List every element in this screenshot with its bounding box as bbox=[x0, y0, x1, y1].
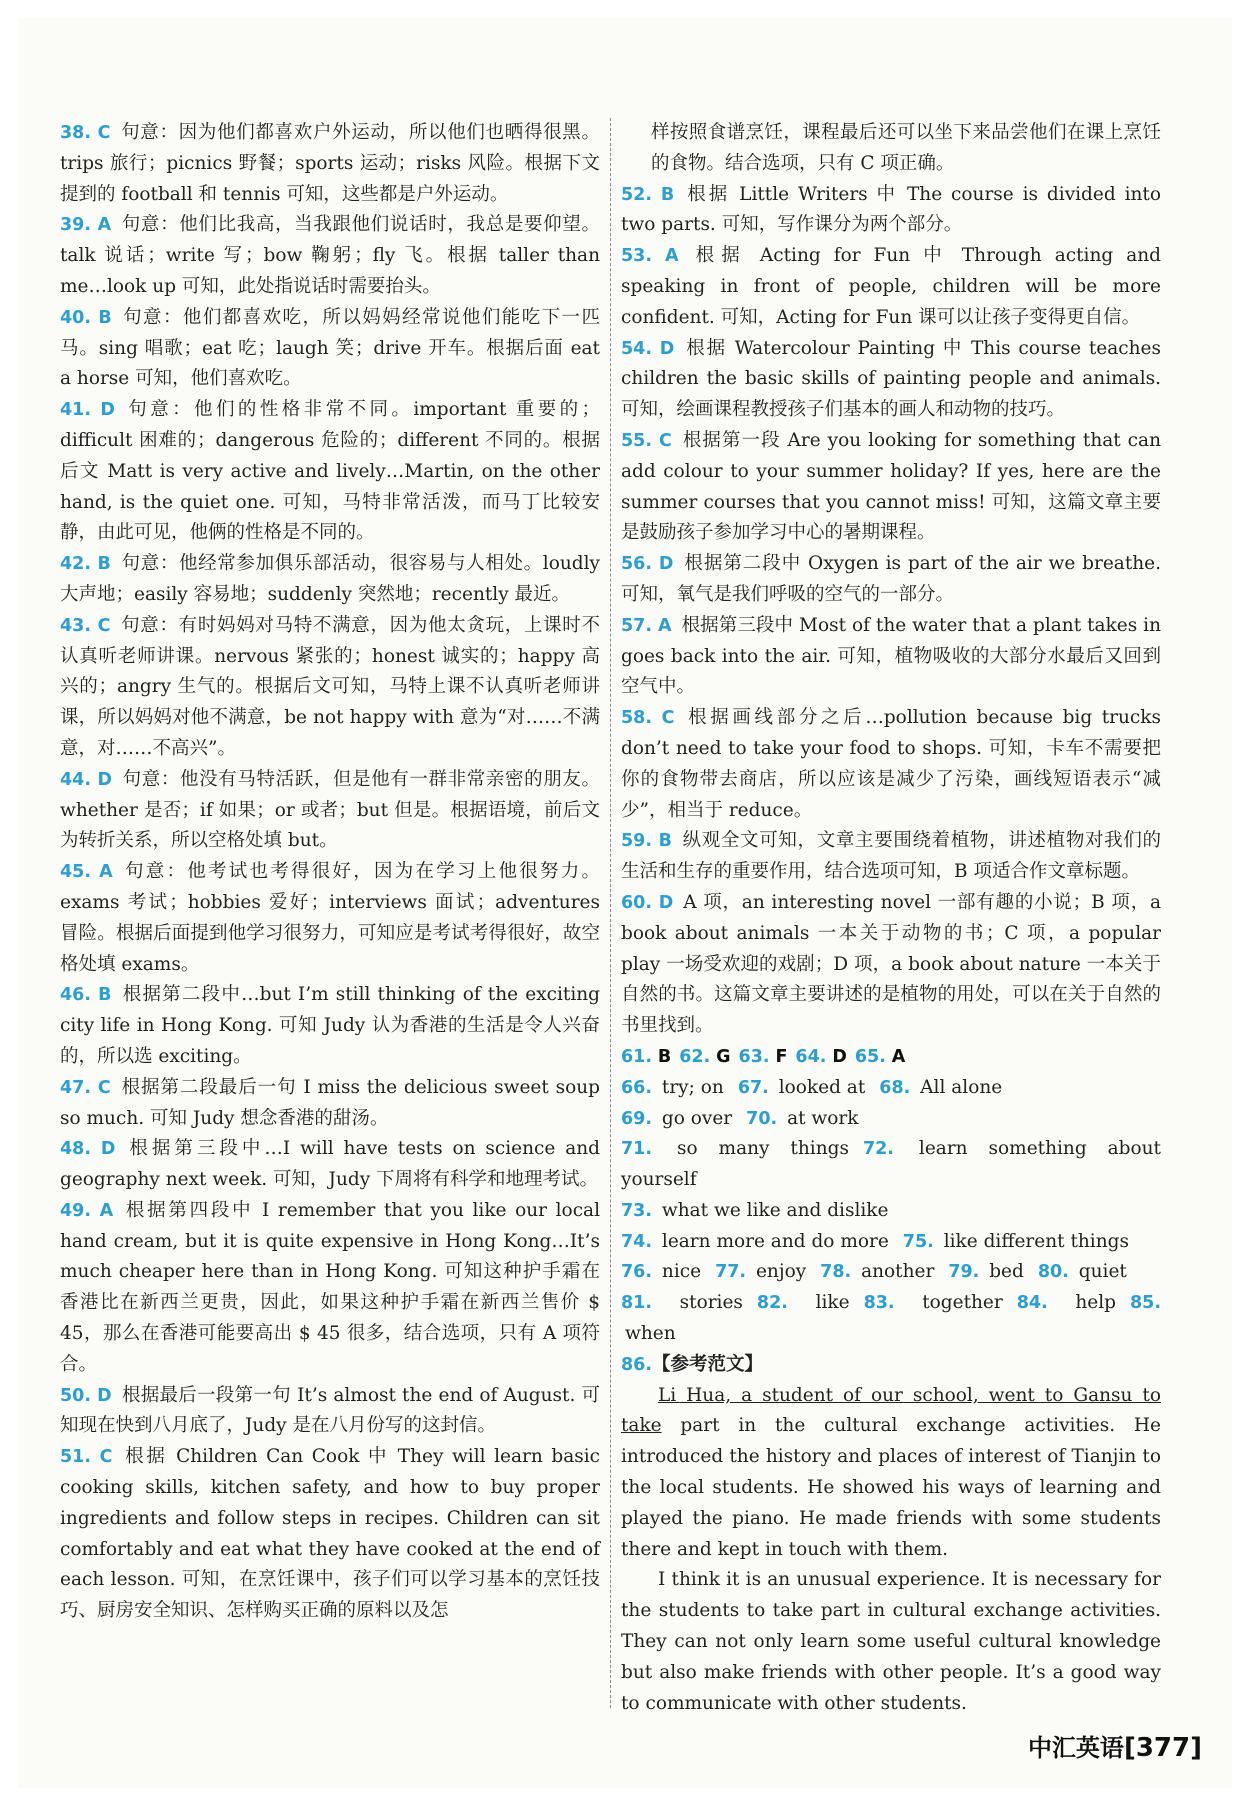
short-answer-row bbox=[621, 1073, 1161, 1104]
answer-number: 68. bbox=[879, 1077, 911, 1098]
answer-number: 44. bbox=[60, 769, 92, 790]
answer-value: All alone bbox=[920, 1076, 1003, 1098]
answer-letter: B bbox=[98, 307, 112, 328]
answer-explanation: 根据 Acting for Fun 中 Through acting and speaking in front of people, children will be more confident. 可知，Acting for Fun 课可以让孩子变得更自信。 bbox=[621, 245, 1161, 328]
answer-item bbox=[621, 241, 1161, 333]
answer-number: 71. bbox=[621, 1139, 653, 1160]
short-answer-row bbox=[621, 1257, 1161, 1288]
answer-item bbox=[60, 118, 600, 210]
answer-item bbox=[60, 980, 600, 1072]
answer-explanation: 句意：他考试也考得很好，因为在学习上他很努力。exams 考试；hobbies 爱好；interviews 面试；adventures 冒险。根据后面提到他学习很努力，可知应是考试考得很好，故空格处填 exams。 bbox=[60, 861, 600, 975]
answer-explanation: 句意：他们比我高，当我跟他们说话时，我总是要仰望。talk 说话；write 写；bow 鞠躬；fly 飞。根据 taller than me…look up 可知，此处指说话时需要抬头。 bbox=[60, 214, 600, 297]
answer-number: 62. bbox=[679, 1046, 711, 1067]
answer-number: 60. bbox=[621, 892, 653, 913]
essay-paragraph-2: I think it is an unusual experience. It is necessary for the students to take part in cultural exchange activities. They can not only learn some useful cultural knowledge but also make friends with other people. It’s a good way to communicate with other students. bbox=[621, 1569, 1161, 1714]
short-answer-row bbox=[621, 1042, 1161, 1073]
answer-letter: D bbox=[100, 400, 115, 421]
page-number-bracket-left: [ bbox=[1123, 1733, 1136, 1763]
answer-letter: C bbox=[661, 708, 675, 729]
answer-item bbox=[621, 426, 1161, 549]
answer-value: learn more and do more bbox=[661, 1230, 889, 1252]
left-column bbox=[60, 118, 600, 1627]
essay-label: 【参考范文】 bbox=[652, 1353, 764, 1375]
answer-number: 42. bbox=[60, 554, 92, 575]
page-number-bracket-right: ] bbox=[1190, 1733, 1202, 1763]
answer-letter: C bbox=[97, 123, 111, 143]
answer-letter: A bbox=[657, 615, 672, 636]
answer-number: 83. bbox=[863, 1293, 895, 1314]
answer-number: 65. bbox=[854, 1046, 886, 1067]
answer-value: help bbox=[1075, 1292, 1116, 1314]
answer-number: 80. bbox=[1037, 1262, 1069, 1283]
short-answer-rows bbox=[621, 1042, 1161, 1350]
answer-item bbox=[60, 303, 600, 395]
answer-number: 78. bbox=[820, 1262, 852, 1283]
answer-value: go over bbox=[661, 1107, 733, 1129]
answer-item bbox=[60, 549, 600, 611]
answer-item bbox=[621, 180, 1161, 242]
answer-number: 70. bbox=[746, 1108, 778, 1129]
answer-item bbox=[621, 334, 1161, 426]
answer-number: 53. bbox=[621, 246, 653, 267]
answer-explanation: 根据 Watercolour Painting 中 This course teaches children the basic skills of painting people and animals. 可知，绘画课程教授孩子们基本的画人和动物的技巧。 bbox=[621, 337, 1161, 421]
answer-value: when bbox=[625, 1323, 676, 1345]
answer-explanation: 句意：有时妈妈对马特不满意，因为他太贪玩，上课时不认真听老师讲课。nervous 紧张的；honest 诚实的；happy 高兴的；angry 生气的。根据后文可知，马特上课不认真听老师讲课，所以妈妈对他不满意，be not happy with 意为“对……不满意，对……不高兴”。 bbox=[60, 614, 600, 759]
answer-letter: A bbox=[99, 862, 113, 883]
answer-explanation: 根据第二段最后一句 I miss the delicious sweet soup so much. 可知 Judy 想念香港的甜汤。 bbox=[60, 1076, 600, 1129]
answer-letter: D bbox=[658, 892, 674, 913]
essay-underlined-sentence: Li Hua, a student of our school, went to Gansu to take bbox=[621, 1384, 1161, 1437]
answer-value: like different things bbox=[943, 1230, 1129, 1252]
answer-explanation: 根据最后一段第一句 It’s almost the end of August. 可知现在快到八月底了，Judy 是在八月份写的这封信。 bbox=[60, 1384, 600, 1437]
book-title: 中汇英语 bbox=[1027, 1734, 1124, 1762]
answer-letter: B bbox=[658, 831, 672, 852]
answer-number: 59. bbox=[621, 831, 653, 852]
answer-explanation: 根据第二段中 Oxygen is part of the air we breathe. 可知，氧气是我们呼吸的空气的一部分。 bbox=[621, 553, 1161, 605]
answer-item bbox=[621, 611, 1161, 703]
answer-explanation: 根据第四段中 I remember that you like our local hand cream, but it is quite expensive in Hong Kong…It’s much cheaper here than in Hong Kong. 可知这种护手霜在香港比在新西兰更贵，因此，如果这种护手霜在新西兰售价 $ 45，那么在香港可能要高出 $ 45 很多，结合选项，只有 A 项符合。 bbox=[60, 1199, 600, 1375]
answer-number: 81. bbox=[621, 1293, 653, 1314]
answer-letter: D bbox=[658, 554, 674, 575]
answer-number: 66. bbox=[621, 1077, 653, 1098]
answer-number: 55. bbox=[621, 430, 653, 451]
answer-number: 69. bbox=[621, 1108, 653, 1129]
page-number: 377 bbox=[1135, 1733, 1191, 1763]
short-answer-row bbox=[621, 1196, 1161, 1227]
answer-value: enjoy bbox=[755, 1261, 807, 1283]
answer-number: 39. bbox=[60, 215, 92, 236]
answer-number: 79. bbox=[948, 1262, 980, 1283]
answer-value: like bbox=[815, 1292, 850, 1314]
answer-item bbox=[621, 549, 1161, 611]
answer-number: 82. bbox=[756, 1293, 788, 1314]
answer-value: G bbox=[716, 1046, 731, 1067]
answer-explanation: 根据第二段中…but I’m still thinking of the exciting city life in Hong Kong. 可知 Judy 认为香港的生活是令人兴奋的，所以选 exciting。 bbox=[60, 984, 600, 1067]
answer-explanation: 根据第一段 Are you looking for something that can add colour to your summer holiday? If yes, here are the summer courses that you cannot miss! 可知，这篇文章主要是鼓励孩子参加学习中心的暑期课程。 bbox=[621, 429, 1161, 544]
answer-number: 75. bbox=[902, 1231, 934, 1252]
answer-letter: A bbox=[99, 1200, 114, 1221]
answer-value: looked at bbox=[778, 1076, 866, 1098]
short-answer-row bbox=[621, 1227, 1161, 1258]
right-answers bbox=[621, 180, 1161, 1042]
answer-value: stories bbox=[679, 1292, 743, 1314]
essay-number: 86. bbox=[621, 1354, 653, 1375]
answer-explanation: A 项，an interesting novel 一部有趣的小说；B 项，a book about animals 一本关于动物的书；C 项，a popular play 一场受欢迎的戏剧；D 项，a book about nature 一本关于自然的书。这篇文章主要讲述的是植物的用处，可以在关于自然的书里找到。 bbox=[621, 891, 1161, 1037]
answer-value: another bbox=[861, 1261, 935, 1283]
answer-number: 43. bbox=[60, 615, 92, 636]
answer-number: 41. bbox=[60, 400, 92, 421]
page-footer bbox=[1028, 1728, 1202, 1763]
answer-number: 64. bbox=[795, 1046, 827, 1067]
answer-item bbox=[60, 395, 600, 549]
answer-letter: C bbox=[97, 615, 111, 636]
right-column bbox=[621, 118, 1161, 1719]
essay-paragraph-1 bbox=[621, 1381, 1161, 1566]
answer-explanation: 句意：他们都喜欢吃，所以妈妈经常说他们能吃下一匹马。sing 唱歌；eat 吃；laugh 笑；drive 开车。根据后面 eat a horse 可知，他们喜欢吃。 bbox=[60, 306, 600, 390]
answer-item bbox=[60, 611, 600, 765]
answer-number: 46. bbox=[60, 985, 92, 1006]
answer-number: 73. bbox=[621, 1200, 653, 1221]
answer-letter: C bbox=[97, 1077, 111, 1098]
answer-item bbox=[60, 1134, 600, 1196]
answer-number: 85. bbox=[1129, 1293, 1161, 1314]
continued-text: 样按照食谱烹饪，课程最后还可以坐下来品尝他们在课上烹饪的食物。结合选项，只有 C 项正确。 bbox=[651, 122, 1161, 174]
answer-value: A bbox=[891, 1046, 906, 1067]
answer-value: together bbox=[922, 1292, 1003, 1314]
answer-letter: C bbox=[658, 430, 672, 451]
answer-number: 54. bbox=[621, 338, 653, 359]
answer-value: learn something about yourself bbox=[621, 1138, 1161, 1191]
answer-number: 40. bbox=[60, 307, 92, 328]
answer-explanation: 句意：他经常参加俱乐部活动，很容易与人相处。loudly 大声地；easily 容易地；suddenly 突然地；recently 最近。 bbox=[60, 553, 600, 605]
answer-explanation: 句意：因为他们都喜欢户外运动，所以他们也晒得很黑。trips 旅行；picnics 野餐；sports 运动；risks 风险。根据下文提到的 football 和 tennis 可知，这些都是户外运动。 bbox=[60, 122, 600, 205]
answer-number: 84. bbox=[1016, 1293, 1048, 1314]
answer-number: 51. bbox=[60, 1447, 92, 1468]
answer-letter: B bbox=[97, 554, 111, 575]
essay-section bbox=[621, 1350, 1161, 1720]
essay-heading bbox=[621, 1350, 1161, 1381]
answer-letter: B bbox=[98, 985, 112, 1006]
answer-item bbox=[60, 1442, 600, 1627]
answer-number: 77. bbox=[715, 1262, 747, 1283]
short-answer-row bbox=[621, 1134, 1161, 1196]
answer-explanation: 根据画线部分之后…pollution because big trucks don’t need to take your food to shops. 可知，卡车不需要把你的食物带去商店，所以应该是减少了污染，画线短语表示“减少”，相当于 reduce。 bbox=[621, 707, 1161, 821]
answer-number: 58. bbox=[621, 708, 653, 729]
answer-letter: A bbox=[97, 215, 112, 236]
answer-item bbox=[60, 210, 600, 302]
answer-explanation: 句意：他们的性格非常不同。important 重要的；difficult 困难的；dangerous 危险的；different 不同的。根据后文 Matt is very active and lively…Martin, on the other hand, is the quiet one. 可知，马特非常活泼，而马丁比较安静，由此可见，他俩的性格是不同的。 bbox=[60, 399, 600, 544]
answer-number: 45. bbox=[60, 862, 92, 883]
answer-explanation: 根据 Little Writers 中 The course is divided into two parts. 可知，写作课分为两个部分。 bbox=[621, 183, 1161, 236]
answer-value: B bbox=[657, 1046, 672, 1067]
answer-explanation: 句意：他没有马特活跃，但是他有一群非常亲密的朋友。whether 是否；if 如果；or 或者；but 但是。根据语境，前后文为转折关系，所以空格处填 but。 bbox=[60, 768, 600, 852]
answer-item bbox=[621, 703, 1161, 826]
answer-explanation: 根据第三段中 Most of the water that a plant takes in goes back into the air. 可知，植物吸收的大部分水最后又回到空气中。 bbox=[621, 614, 1161, 698]
answer-number: 56. bbox=[621, 554, 653, 575]
answer-number: 38. bbox=[60, 123, 92, 143]
answer-letter: D bbox=[97, 1385, 112, 1406]
answer-item bbox=[621, 888, 1161, 1042]
answer-value: F bbox=[775, 1046, 788, 1067]
answer-item bbox=[60, 1381, 600, 1443]
answer-letter: D bbox=[100, 1139, 116, 1160]
answer-letter: D bbox=[659, 338, 675, 359]
answer-value: bed bbox=[989, 1261, 1024, 1283]
answer-item bbox=[60, 765, 600, 857]
answer-value: try; on bbox=[661, 1076, 724, 1098]
answer-number: 57. bbox=[621, 615, 653, 636]
column-divider bbox=[610, 118, 611, 1708]
answer-number: 63. bbox=[738, 1046, 770, 1067]
essay-p1-rest: part in the cultural exchange activities. He introduced the history and places of interest of Tianjin to the local students. He showed his ways of learning and played the piano. He made friends with some students there and kept in touch with them. bbox=[621, 1415, 1161, 1560]
answer-value: nice bbox=[661, 1261, 702, 1283]
answer-value: quiet bbox=[1078, 1261, 1127, 1283]
answer-item bbox=[60, 1196, 600, 1381]
answer-letter: C bbox=[99, 1447, 113, 1468]
short-answer-row bbox=[621, 1288, 1161, 1350]
answer-item bbox=[60, 857, 600, 980]
answer-number: 61. bbox=[621, 1046, 653, 1067]
answer-number: 74. bbox=[621, 1231, 653, 1252]
answer-number: 49. bbox=[60, 1200, 92, 1221]
answer-number: 72. bbox=[862, 1139, 894, 1160]
answer-number: 47. bbox=[60, 1077, 92, 1098]
answer-explanation: 根据 Children Can Cook 中 They will learn basic cooking skills, kitchen safety, and how to buy proper ingredients and follow steps in recipes. Children can sit comfortably and eat what they have cooked at the end of each lesson. 可知，在烹饪课中，孩子们可以学习基本的烹饪技巧、厨房安全知识、怎样购买正确的原料以及怎 bbox=[60, 1446, 600, 1622]
answer-value: so many things bbox=[676, 1138, 849, 1160]
answer-explanation: 根据第三段中…I will have tests on science and geography next week. 可知，Judy 下周将有科学和地理考试。 bbox=[60, 1138, 600, 1191]
answer-value: what we like and dislike bbox=[661, 1199, 889, 1221]
answer-page bbox=[18, 18, 1232, 1788]
answer-number: 48. bbox=[60, 1139, 92, 1160]
answer-number: 50. bbox=[60, 1385, 92, 1406]
answer-number: 67. bbox=[737, 1077, 769, 1098]
answer-item bbox=[60, 1073, 600, 1135]
short-answer-row bbox=[621, 1104, 1161, 1135]
answer-letter: A bbox=[665, 246, 679, 267]
answer-value: at work bbox=[787, 1107, 859, 1129]
answer-letter: D bbox=[97, 769, 113, 790]
answer-number: 52. bbox=[621, 184, 653, 205]
answer-item bbox=[621, 826, 1161, 888]
answer-number: 76. bbox=[621, 1262, 653, 1283]
answer-letter: B bbox=[660, 184, 675, 205]
answer-value: D bbox=[832, 1046, 847, 1067]
answer-explanation: 纵观全文可知，文章主要围绕着植物，讲述植物对我们的生活和生存的重要作用，结合选项可知，B 项适合作文章标题。 bbox=[621, 830, 1161, 883]
